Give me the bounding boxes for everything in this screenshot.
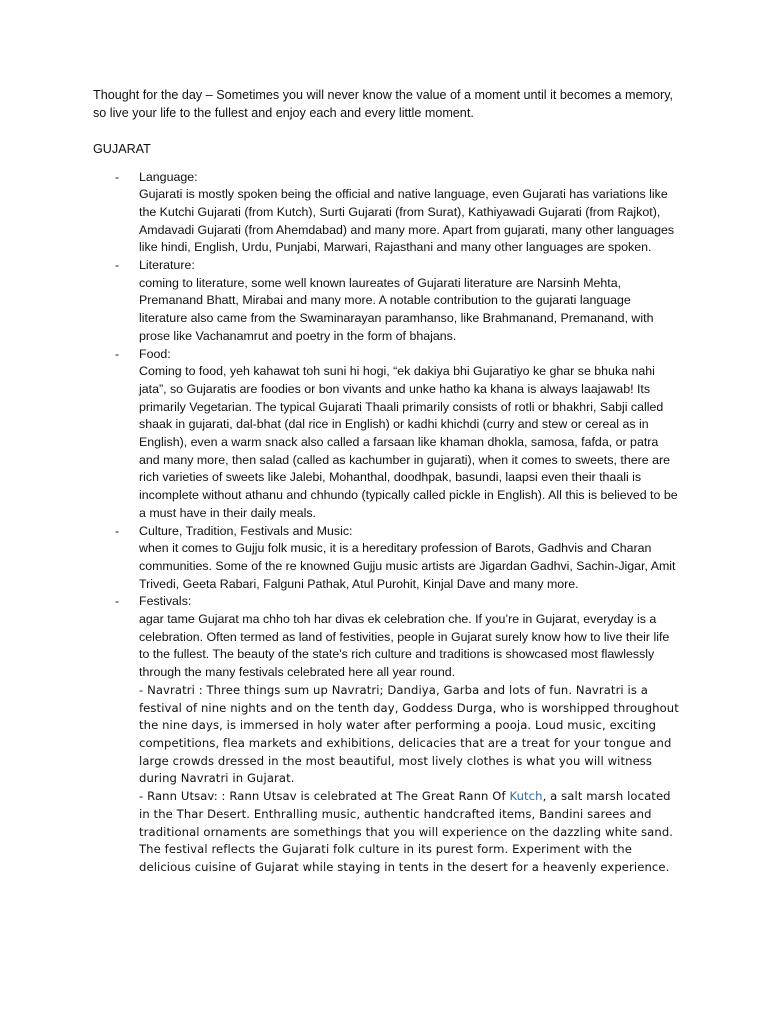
item-text-rann-utsav <box>139 788 681 877</box>
item-text-navratri: - Navratri : Three things sum up Navratri; Dandiya, Garba and lots of fun. Navratri is a festival of nine nights and on the tenth day, Goddess Durga, who is worshipped throughout the nine days, is immersed in holy water after performing a pooja. Loud music, exciting competitions, flea markets and exhibitions, delicacies that are a treat for your tongue and large crowds dressed in the most beautiful, most lively clothes is what you will witness during Navratri in Gujarat. <box>139 682 679 786</box>
item-label-festivals: Festivals: <box>139 594 192 609</box>
list-item-language <box>93 169 681 258</box>
festivals-text-a: agar tame Gujarat ma chho toh har divas ek celebration che. If you’re in Gujarat, everyday is a celebration. Often termed as land of festivities, people in Gujarat surely know how to live their life to the fullest. <box>139 612 670 662</box>
bullet-dash: - <box>115 523 120 538</box>
bullet-dash: - <box>115 258 120 273</box>
document-page <box>93 87 681 877</box>
bullet-dash: - <box>115 346 120 361</box>
bullet-dash: - <box>115 594 120 609</box>
topic-list <box>93 169 681 877</box>
item-label-language: Language: <box>139 169 198 184</box>
item-text-culture: when it comes to Gujju folk music, it is a hereditary profession of Barots, Gadhvis and Charan communities. Some of the re knowned Gujju music artists are Jigardan Gadhvi, Sachin-Jigar, Amit Trivedi, Geeta Rabari, Falguni Pathak, Atul Purohit, Kinjal Dave and many more. <box>139 541 676 591</box>
list-item-literature <box>93 257 681 346</box>
thought-for-the-day: Thought for the day – Sometimes you will never know the value of a moment until it becomes a memory, so live your life to the fullest and enjoy each and every little moment. <box>93 88 674 120</box>
rann-text-post: , a salt marsh located in the Thar Desert. Enthralling music, authentic handcrafted items, Bandini sarees and traditional ornaments are somethings that you will experience on the dazzling white sand. The festival reflects the Gujarati folk culture in its purest form. Experiment with the delicious cuisine of Gujarat while staying in tents in the desert for a heavenly experience. <box>139 789 674 874</box>
list-item-festivals <box>93 593 681 876</box>
kutch-link[interactable]: Kutch <box>509 789 543 804</box>
item-label-culture: Culture, Tradition, Festivals and Music: <box>139 523 353 538</box>
list-item-culture <box>93 523 681 594</box>
rann-text-pre: - Rann Utsav: : Rann Utsav is celebrated at The Great Rann Of <box>139 789 510 804</box>
item-label-literature: Literature: <box>139 258 195 273</box>
item-label-food: Food: <box>139 346 171 361</box>
item-text-literature: coming to literature, some well known laureates of Gujarati literature are Narsinh Mehta, Premanand Bhatt, Mirabai and many more. A notable contribution to the gujarati language literature also came from the Swaminarayan paramhanso, like Brahmanand, Premanand, with prose like Vachanamrut and poetry in the form of bhajans. <box>139 275 654 343</box>
item-text-food: Coming to food, yeh kahawat toh suni hi hogi, “ek dakiya bhi Gujaratiyo ke ghar se bhuka nahi jata”, so Gujaratis are foodies or bon vivants and unke hatho ka khana is always laajawab! Its primarily Vegetarian. The typical Gujarati Thaali primarily consists of rotli or bhakhri, Sabji called shaak in gujarati, dal-bhat (dal rice in English) or kadhi khichdi (curry and stew or cereal as in English), even a warm snack also called a farsaan like khaman dhokla, samosa, fafda, or patra and many more, then salad (called as kachumber in gujarati), when it comes to sweets, there are rich varieties of sweets like Jalebi, Mohanthal, doodhpak, basundi, laapsi even their thaali is incomplete without athanu and chhundo (typically called pickle in English). All this is believed to be a must have in their daily meals. <box>139 364 678 520</box>
item-text-language: Gujarati is mostly spoken being the official and native language, even Gujarati has variations like the Kutchi Gujarati (from Kutch), Surti Gujarati (from Surat), Kathiyawadi Gujarati (from Rajkot), Amdavadi Gujarati (from Ahemdabad) and many more. Apart from gujarati, many other languages like hindi, English, Urdu, Punjabi, Marwari, Rajasthani and many other languages are spoken. <box>139 187 675 255</box>
section-heading: GUJARAT <box>93 142 151 156</box>
list-item-food <box>93 346 681 523</box>
bullet-dash: - <box>115 169 120 184</box>
item-text-festivals <box>139 611 681 682</box>
festivals-text-b: The beauty of the state's rich culture and traditions is showcased most flawlessly through the many festivals celebrated here all year round. <box>139 647 655 680</box>
